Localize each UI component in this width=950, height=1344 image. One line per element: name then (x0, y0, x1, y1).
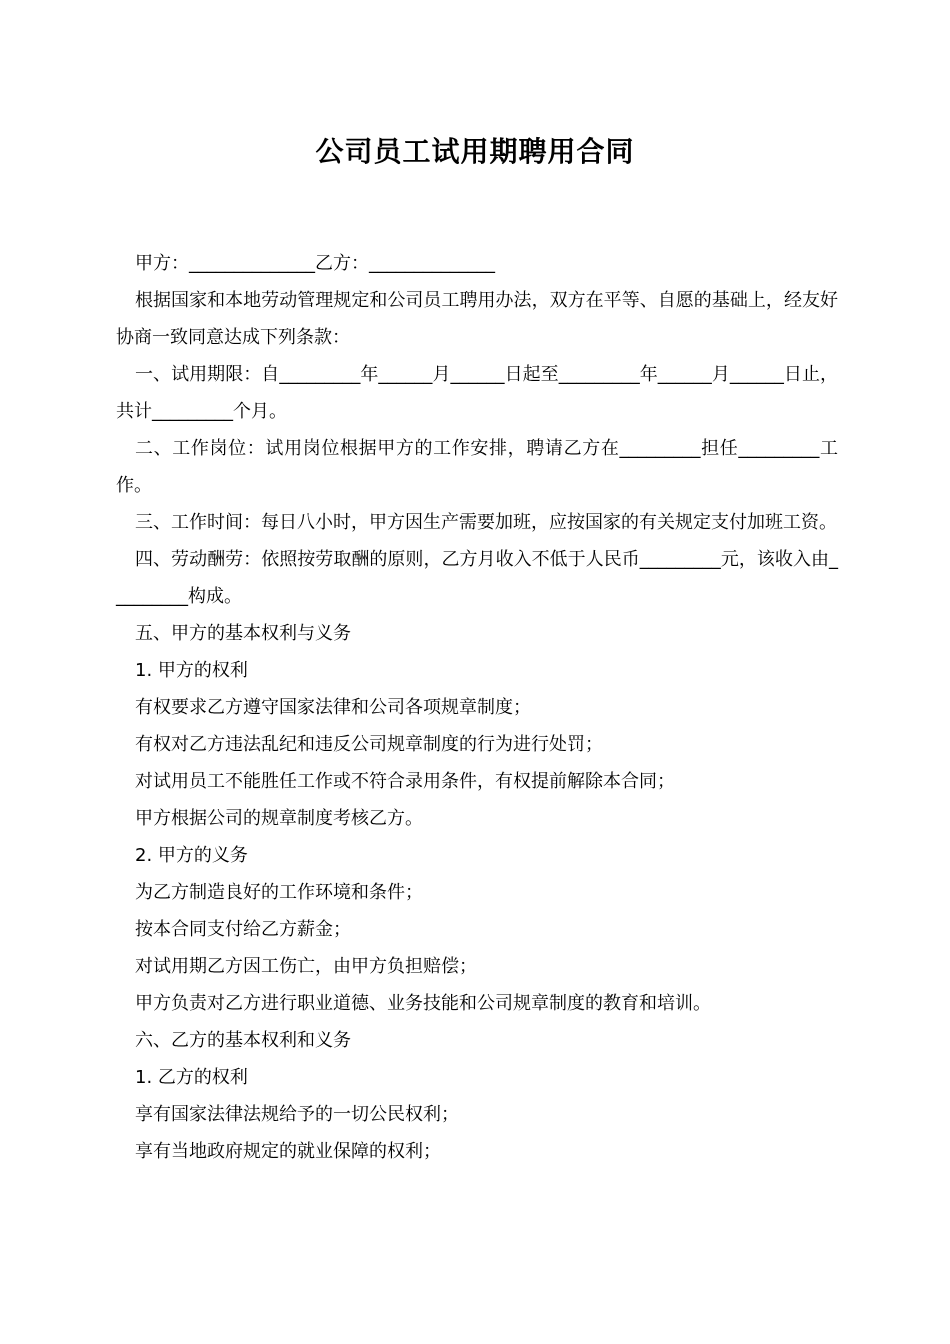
party-a-obligation-item: 甲方负责对乙方进行职业道德、业务技能和公司规章制度的教育和培训。 (135, 993, 711, 1014)
party-b-rights-heading: 1. 乙方的权利 (135, 1067, 248, 1088)
party-a-right-item: 有权对乙方违法乱纪和违反公司规章制度的行为进行处罚； (135, 734, 603, 755)
party-a-obligations-heading: 2. 甲方的义务 (135, 845, 248, 866)
party-b-right-item: 享有当地政府规定的就业保障的权利； (135, 1141, 441, 1162)
party-a-obligation-item: 对试用期乙方因工伤亡，由甲方负担赔偿； (135, 956, 477, 977)
party-a-obligation-item: 为乙方制造良好的工作环境和条件； (135, 882, 423, 903)
party-a-right-item: 对试用员工不能胜任工作或不符合录用条件，有权提前解除本合同； (135, 771, 675, 792)
clause-working-hours: 三、工作时间：每日八小时，甲方因生产需要加班，应按国家的有关规定支付加班工资。 (135, 512, 837, 533)
clause-probation-period: 一、试用期限：自_________年______月______日起至_________年______月______日止，共计_________个月。 (116, 364, 838, 422)
section-party-a-heading: 五、甲方的基本权利与义务 (135, 623, 351, 644)
clause-remuneration: 四、劳动酬劳：依照按劳取酬的原则，乙方月收入不低于人民币_________元，该收入由_________构成。 (116, 549, 838, 607)
party-a-obligation-item: 按本合同支付给乙方薪金； (135, 919, 351, 940)
document-title: 公司员工试用期聘用合同 (315, 135, 635, 168)
section-party-b-heading: 六、乙方的基本权利和义务 (135, 1030, 351, 1051)
contract-body (116, 245, 838, 1170)
party-a-right-item: 甲方根据公司的规章制度考核乙方。 (135, 808, 423, 829)
clause-job-position: 二、工作岗位：试用岗位根据甲方的工作安排，聘请乙方在_________担任_________工作。 (116, 438, 838, 496)
party-b-right-item: 享有国家法律法规给予的一切公民权利； (135, 1104, 459, 1125)
parties-line: 甲方：______________乙方：______________ (135, 253, 495, 274)
preamble-paragraph: 根据国家和本地劳动管理规定和公司员工聘用办法，双方在平等、自愿的基础上，经友好协商一致同意达成下列条款： (116, 290, 838, 348)
party-a-rights-heading: 1. 甲方的权利 (135, 660, 248, 681)
party-a-right-item: 有权要求乙方遵守国家法律和公司各项规章制度； (135, 697, 531, 718)
